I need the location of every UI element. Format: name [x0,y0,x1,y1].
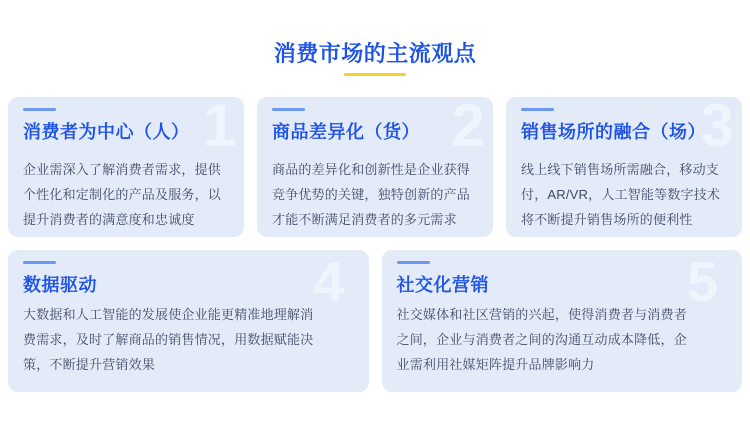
card-number-watermark: 3 [700,97,734,159]
title-underline-decoration [344,73,406,76]
card-product-differentiation [257,97,493,237]
card-title: 销售场所的融合（场） [521,122,706,142]
card-body: 企业需深入了解消费者需求，提供个性化和定制化的产品及服务，以提升消费者的满意度和忠诚度 [23,162,222,227]
page-title: 消费市场的主流观点 [273,41,477,66]
card-title: 数据驱动 [23,275,97,295]
card-title: 消费者为中心（人） [23,122,190,142]
cards-row-top [8,97,742,237]
card-number-watermark: 2 [451,97,485,159]
card-number-watermark: 4 [313,250,345,313]
card-number-watermark: 1 [202,97,236,159]
card-sales-venue-integration [506,97,742,237]
card-accent-line [23,108,56,111]
card-accent-line [272,108,305,111]
card-data-driven [8,250,369,392]
card-accent-line [397,261,430,264]
card-number-watermark: 5 [686,250,718,313]
card-body: 社交媒体和社区营销的兴起，使得消费者与消费者之间，企业与消费者之间的沟通互动成本降低，企业需利用社媒矩阵提升品牌影响力 [396,307,687,372]
card-social-marketing [382,250,743,392]
card-title: 社交化营销 [396,275,489,295]
card-body: 大数据和人工智能的发展使企业能更精准地理解消费需求，及时了解商品的销售情况，用数据赋能决策，不断提升营销效果 [23,307,314,372]
card-title: 商品差异化（货） [272,122,420,142]
slide-header [0,0,750,76]
card-accent-line [23,261,56,264]
card-consumer-centric [8,97,244,237]
card-accent-line [521,108,554,111]
cards-container [8,97,742,392]
cards-row-bottom [8,250,742,392]
card-body: 线上线下销售场所需融合，移动支付，AR/VR，人工智能等数字技术将不断提升销售场所的便利性 [521,162,721,227]
card-body: 商品的差异化和创新性是企业获得竞争优势的关键，独特创新的产品才能不断满足消费者的多元需求 [272,162,471,227]
